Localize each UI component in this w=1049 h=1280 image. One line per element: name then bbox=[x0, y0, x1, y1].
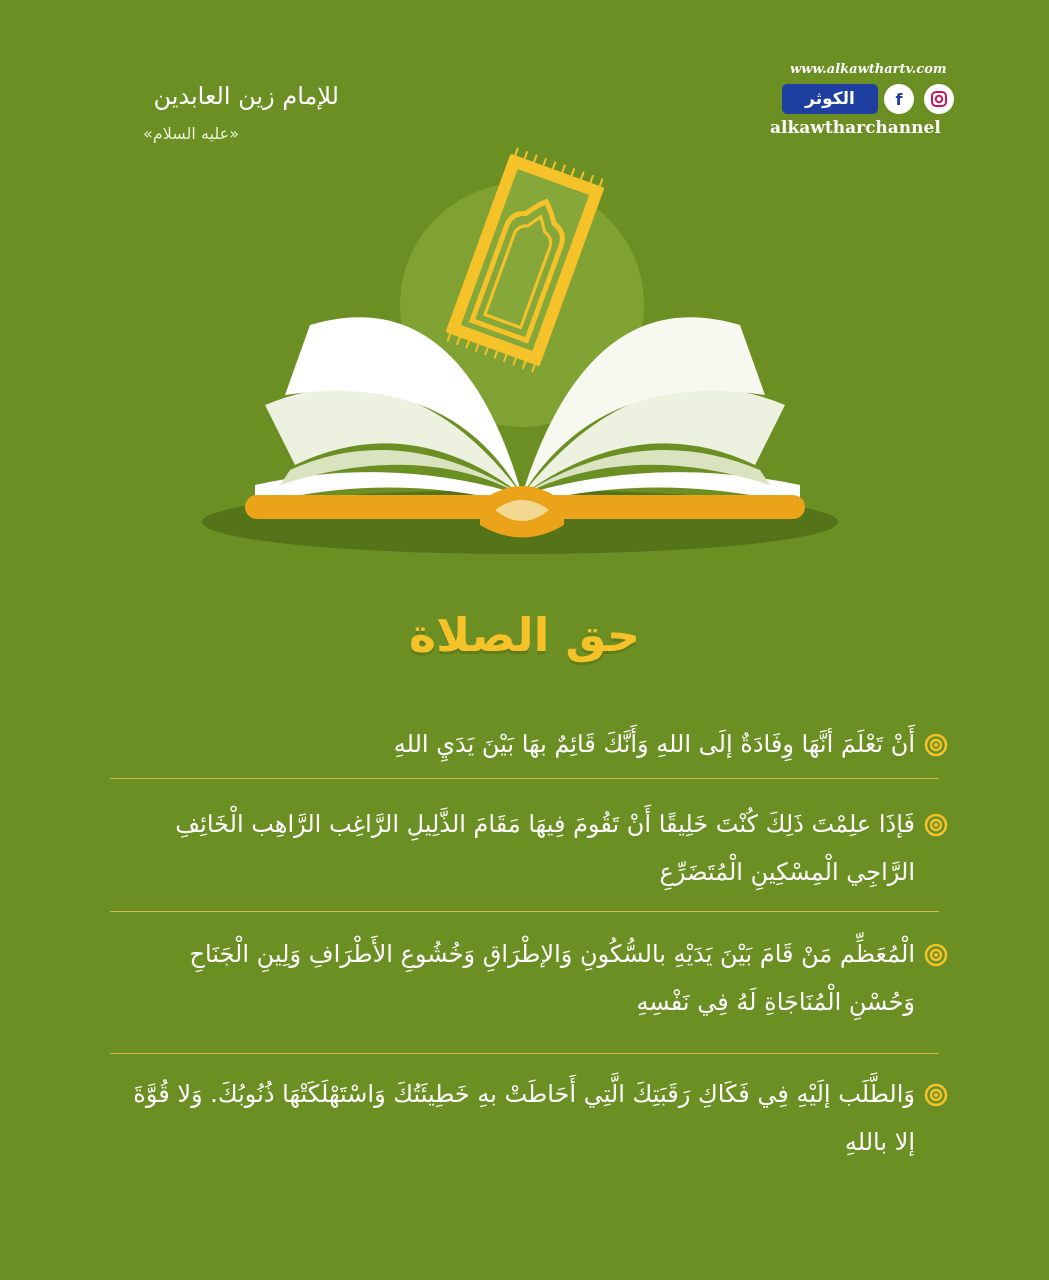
divider bbox=[110, 778, 939, 779]
author-heading: للإمام زين العابدين bbox=[153, 82, 339, 110]
channel-handle: alkawtharchannel bbox=[770, 118, 941, 138]
item-text: الْمُعَظِّم مَنْ قَامَ بَيْنَ يَدَيْهِ بالسُّكُونِ وَالإطْرَاقِ وَخُشُوعِ الأَطْرَافِ وَلِينِ الْجَنَاحِ وَحُسْنِ الْمُنَاجَاةِ لَهُ فِي نَفْسِهِ bbox=[189, 940, 915, 1016]
instagram-icon[interactable] bbox=[924, 84, 954, 114]
item-text: أَنْ تَعْلَمَ أنَّهَا وِفَادَةٌ إلَى اللهِ وَأَنَّكَ قَائِمٌ بهَا بَيْنَ يَدَيِ اللهِ bbox=[393, 730, 915, 758]
honorific-text: «عليه السلام» bbox=[143, 124, 239, 143]
list-item bbox=[129, 930, 949, 1026]
divider bbox=[110, 911, 939, 912]
bullet-ornament-icon bbox=[923, 732, 949, 758]
bullet-ornament-icon bbox=[923, 942, 949, 968]
channel-logo bbox=[782, 84, 878, 114]
divider bbox=[110, 1053, 939, 1054]
logo-text: الكوثر bbox=[805, 89, 855, 109]
list-item bbox=[129, 720, 949, 768]
list-item bbox=[129, 800, 949, 896]
book-illustration bbox=[200, 140, 850, 560]
bullet-ornament-icon bbox=[923, 1082, 949, 1108]
list-item bbox=[129, 1070, 949, 1166]
item-text: فَإذَا علِمْتَ ذَلِكَ كُنْتَ خَلِيقًا أَنْ تَقُومَ فِيهَا مَقَامَ الذَّلِيلِ الرَّاغِب الرَّاهِب الْخَائِفِ الرَّاجِي الْمِسْكِينِ الْمُتَضَرِّعِ bbox=[175, 810, 915, 886]
page-title: حق الصلاة bbox=[408, 608, 641, 662]
item-text: وَالطَّلَب إلَيْهِ فِي فَكَاكِ رَقَبَتِكَ الَّتِي أَحَاطَتْ بهِ خَطِيئَتُكَ وَاسْتَهْلَكَتْهَا ذُنُوبُكَ. وَلا قُوَّةَ إلا باللهِ bbox=[133, 1080, 915, 1156]
website-link[interactable]: www.alkawthartv.com bbox=[790, 62, 947, 77]
facebook-icon[interactable]: f bbox=[884, 84, 914, 114]
bullet-ornament-icon bbox=[923, 812, 949, 838]
